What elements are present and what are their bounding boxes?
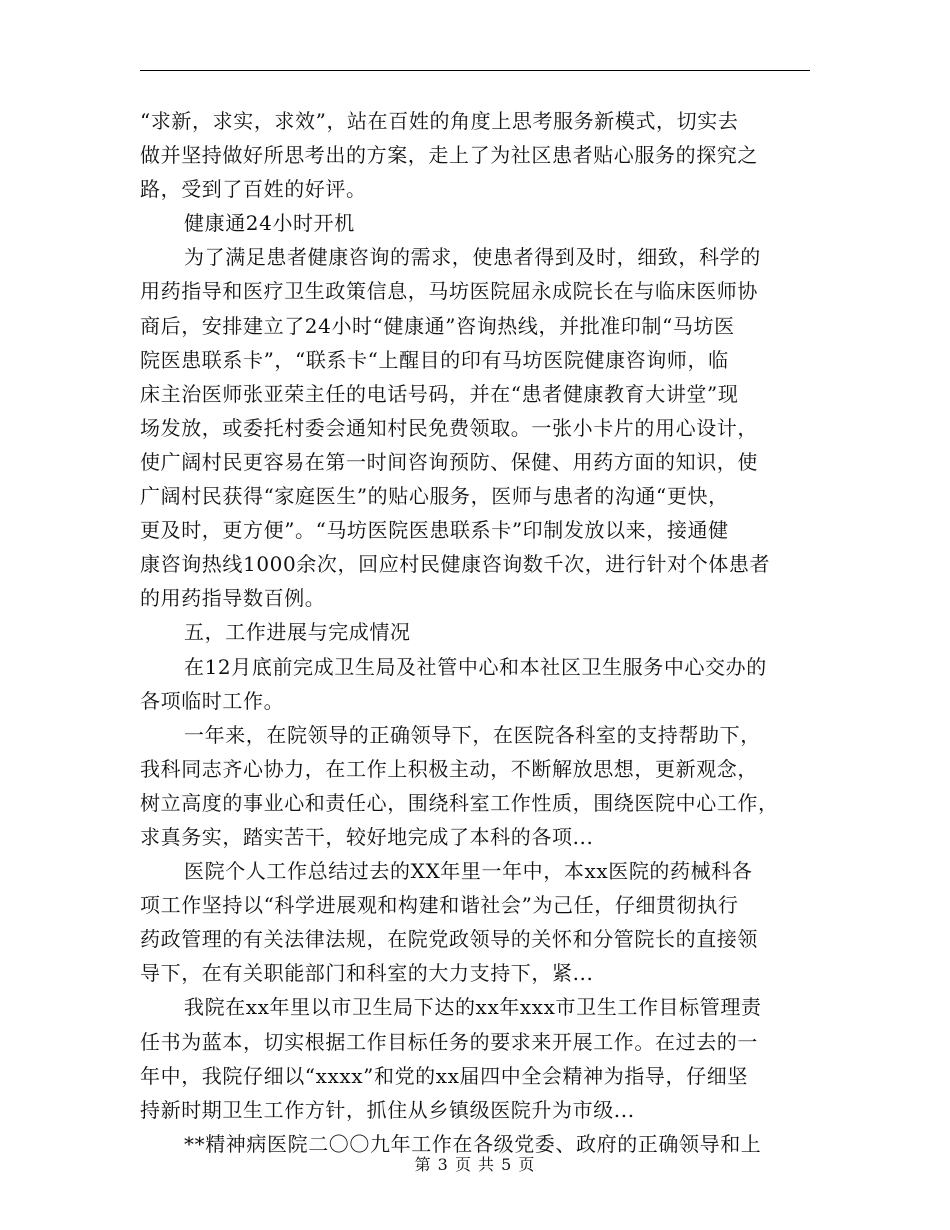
text-line: 路，受到了百姓的好评。 bbox=[140, 177, 367, 202]
text-line: 更及时，更方便”。“马坊医院医患联系卡”印制发放以来，接通健 bbox=[140, 518, 729, 543]
text-line: 导下，在有关职能部门和科室的大力支持下，紧... bbox=[140, 961, 594, 986]
text-line: 商后，安排建立了24小时“健康通”咨询热线，并批准印制“马坊医 bbox=[140, 313, 735, 338]
text-line: 康咨询热线1000余次，回应村民健康咨询数千次，进行针对个体患者 bbox=[140, 552, 771, 577]
text-line: 持新时期卫生工作方针，抓住从乡镇级医院升为市级... bbox=[140, 1097, 635, 1122]
text-line: 为了满足患者健康咨询的需求，使患者得到及时，细致，科学的 bbox=[184, 245, 761, 270]
text-line: 求真务实，踏实苦干，较好地完成了本科的各项... bbox=[140, 824, 594, 849]
text-line: 场发放，或委托村委会通知村民免费领取。一张小卡片的用心设计， bbox=[140, 415, 758, 440]
text-line: 床主治医师张亚荣主任的电话号码，并在“患者健康教育大讲堂”现 bbox=[140, 381, 739, 406]
page-footer: 第 3 页 共 5 页 bbox=[414, 1155, 536, 1174]
text-line: 使广阔村民更容易在第一时间咨询预防、保健、用药方面的知识，使 bbox=[140, 449, 758, 474]
text-line: 在12月底前完成卫生局及社管中心和本社区卫生服务中心交办的 bbox=[184, 654, 767, 679]
text-line: 任书为蓝本，切实根据工作目标任务的要求来开展工作。在过去的一 bbox=[140, 1029, 758, 1054]
text-line: 健康通24小时开机 bbox=[184, 211, 355, 236]
text-line: 各项临时工作。 bbox=[140, 688, 285, 713]
text-line: 院医患联系卡”，“联系卡“上醒目的印有马坊医院健康咨询师，临 bbox=[140, 347, 729, 372]
text-line: 树立高度的事业心和责任心，围绕科室工作性质，围绕医院中心工作， bbox=[140, 790, 779, 815]
text-line: 五，工作进展与完成情况 bbox=[184, 620, 411, 645]
header-rule bbox=[140, 70, 810, 71]
text-line: 医院个人工作总结过去的XX年里一年中，本xx医院的药械科各 bbox=[184, 859, 753, 884]
text-line: **精神病医院二〇〇九年工作在各级党委、政府的正确领导和上 bbox=[184, 1131, 762, 1156]
text-line: 我科同志齐心协力，在工作上积极主动，不断解放思想，更新观念， bbox=[140, 756, 758, 781]
text-line: 我院在xx年里以市卫生局下达的xx年xxx市卫生工作目标管理责 bbox=[184, 995, 762, 1020]
text-line: 一年来，在院领导的正确领导下，在医院各科室的支持帮助下， bbox=[184, 722, 761, 747]
text-line: 用药指导和医疗卫生政策信息，马坊医院屈永成院长在与临床医师协 bbox=[140, 279, 758, 304]
text-line: “求新，求实，求效”，站在百姓的角度上思考服务新模式，切实去 bbox=[140, 109, 739, 133]
text-line: 药政管理的有关法律法规，在院党政领导的关怀和分管院长的直接领 bbox=[140, 927, 758, 952]
text-line: 项工作坚持以“科学进展观和构建和谐社会”为己任，仔细贯彻执行 bbox=[140, 893, 739, 918]
text-line: 做并坚持做好所思考出的方案，走上了为社区患者贴心服务的探究之 bbox=[140, 143, 758, 168]
text-line: 的用药指导数百例。 bbox=[140, 586, 326, 611]
text-line: 广阔村民获得“家庭医生”的贴心服务，医师与患者的沟通“更快， bbox=[140, 484, 729, 509]
text-line: 年中，我院仔细以“xxxx”和党的xx届四中全会精神为指导，仔细坚 bbox=[140, 1063, 748, 1088]
document-body bbox=[140, 104, 810, 1161]
